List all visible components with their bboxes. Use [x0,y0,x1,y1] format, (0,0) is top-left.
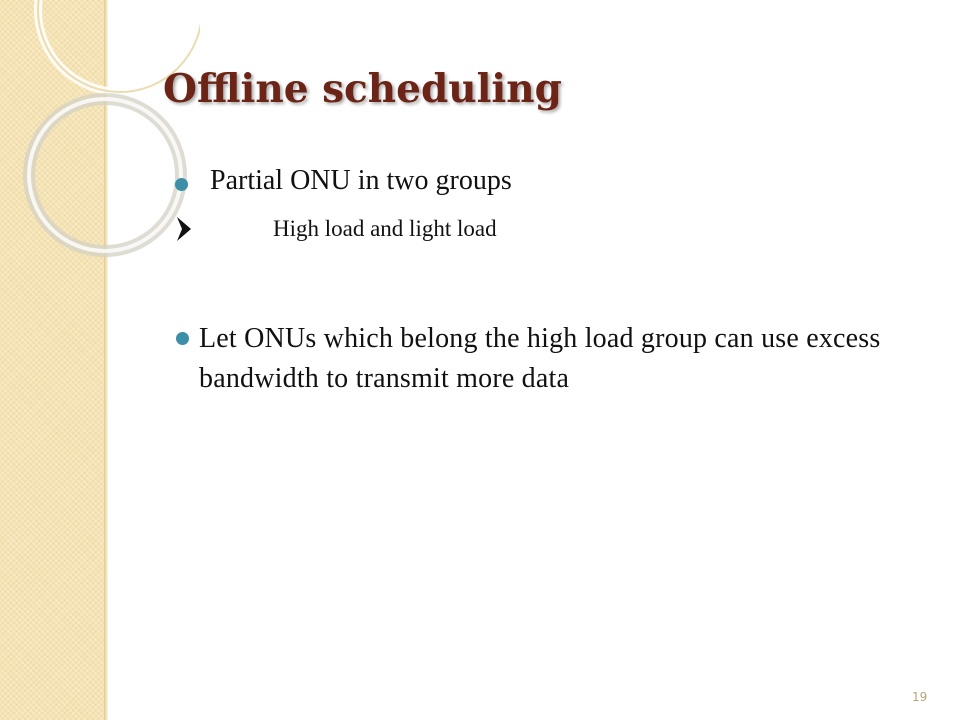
slide-title: Offline scheduling [163,66,562,112]
bullet-dot-icon [175,178,188,191]
page-number: 19 [912,690,928,704]
bullet-dot-icon [176,332,189,345]
sub-bullet-item: High load and light load [273,216,497,241]
arrow-bullet-icon [176,215,192,243]
bullet-item: Partial ONU in two groups [210,165,512,196]
decorative-rings [0,0,200,260]
bullet-item: Let ONUs which belong the high load group can use excess bandwidth to transmit more data [199,323,881,394]
